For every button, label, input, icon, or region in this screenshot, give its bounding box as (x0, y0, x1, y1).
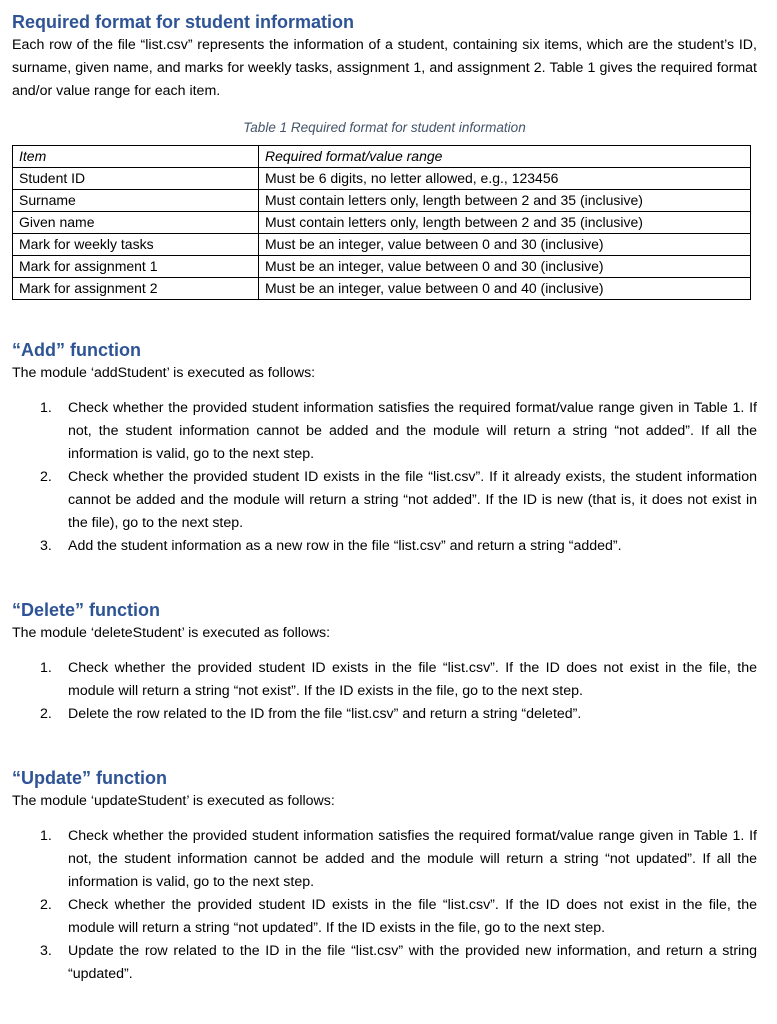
delete-heading: “Delete” function (12, 600, 161, 620)
table-cell-format: Must contain letters only, length between 2 and 35 (inclusive) (259, 190, 751, 212)
table-cell-format: Must be an integer, value between 0 and 30 (inclusive) (259, 256, 751, 278)
format-section (12, 10, 757, 300)
format-intro: Each row of the file “list.csv” represents the information of a student, containing six items, which are the student’s ID, surname, given name, and marks for weekly tasks, assignment 1, and assignment 2. Table 1 gives the required format and/or value range for each item. (12, 37, 757, 99)
step-text: Check whether the provided student ID exists in the file “list.csv”. If the ID does not exist in the file, the module will return a string “not updated”. If the ID exists in the file, go to the next step. (68, 897, 757, 936)
table-row (13, 234, 751, 256)
step-number: 1. (40, 400, 52, 416)
column-header-item: Item (13, 146, 259, 168)
table-header-row (13, 146, 751, 168)
table-cell-item: Mark for assignment 1 (13, 256, 259, 278)
update-heading: “Update” function (12, 768, 167, 788)
delete-intro: The module ‘deleteStudent’ is executed as follows: (12, 625, 331, 641)
table-cell-format: Must be an integer, value between 0 and 40 (inclusive) (259, 278, 751, 300)
list-item (12, 825, 757, 894)
add-intro: The module ‘addStudent’ is executed as follows: (12, 365, 316, 381)
column-header-format: Required format/value range (259, 146, 751, 168)
list-item (12, 535, 757, 558)
table-row (13, 168, 751, 190)
step-text: Delete the row related to the ID from the file “list.csv” and return a string “deleted”. (68, 706, 582, 722)
step-number: 3. (40, 943, 52, 959)
table-cell-format: Must be an integer, value between 0 and 30 (inclusive) (259, 234, 751, 256)
step-number: 2. (40, 469, 52, 485)
update-steps-list (12, 825, 757, 986)
table-cell-item: Given name (13, 212, 259, 234)
delete-steps-list (12, 657, 757, 726)
update-intro: The module ‘updateStudent’ is executed as follows: (12, 793, 335, 809)
step-text: Add the student information as a new row in the file “list.csv” and return a string “added”. (68, 538, 622, 554)
add-heading: “Add” function (12, 340, 141, 360)
step-number: 2. (40, 706, 52, 722)
add-section (12, 338, 757, 558)
delete-section (12, 598, 757, 726)
list-item (12, 894, 757, 940)
table-cell-item: Mark for weekly tasks (13, 234, 259, 256)
step-text: Check whether the provided student ID exists in the file “list.csv”. If it already exists, the student information cannot be added and the module will return a string “not added”. If the ID is new (that is, it does not exist in the file), go to the next step. (68, 469, 757, 531)
step-text: Check whether the provided student ID exists in the file “list.csv”. If the ID does not exist in the file, the module will return a string “not exist”. If the ID exists in the file, go to the next step. (68, 660, 757, 699)
list-item (12, 397, 757, 466)
list-item (12, 466, 757, 535)
format-table (12, 145, 751, 300)
table-cell-format: Must contain letters only, length between 2 and 35 (inclusive) (259, 212, 751, 234)
step-number: 1. (40, 828, 52, 844)
table-cell-item: Surname (13, 190, 259, 212)
table-row (13, 190, 751, 212)
table-row (13, 256, 751, 278)
list-item (12, 657, 757, 703)
update-section (12, 766, 757, 986)
step-number: 2. (40, 897, 52, 913)
step-number: 3. (40, 538, 52, 554)
table-cell-format: Must be 6 digits, no letter allowed, e.g., 123456 (259, 168, 751, 190)
list-item (12, 703, 757, 726)
table-cell-item: Mark for assignment 2 (13, 278, 259, 300)
step-text: Check whether the provided student information satisfies the required format/value range given in Table 1. If not, the student information cannot be added and the module will return a string “not added”. If all the information is valid, go to the next step. (68, 400, 757, 462)
add-steps-list (12, 397, 757, 558)
step-text: Update the row related to the ID in the file “list.csv” with the provided new information, and return a string “updated”. (68, 943, 757, 982)
table-cell-item: Student ID (13, 168, 259, 190)
table-row (13, 278, 751, 300)
format-heading: Required format for student information (12, 12, 354, 32)
table-caption: Table 1 Required format for student information (243, 120, 526, 135)
step-text: Check whether the provided student information satisfies the required format/value range given in Table 1. If not, the student information cannot be added and the module will return a string “not updated”. If all the information is valid, go to the next step. (68, 828, 757, 890)
list-item (12, 940, 757, 986)
step-number: 1. (40, 660, 52, 676)
table-row (13, 212, 751, 234)
